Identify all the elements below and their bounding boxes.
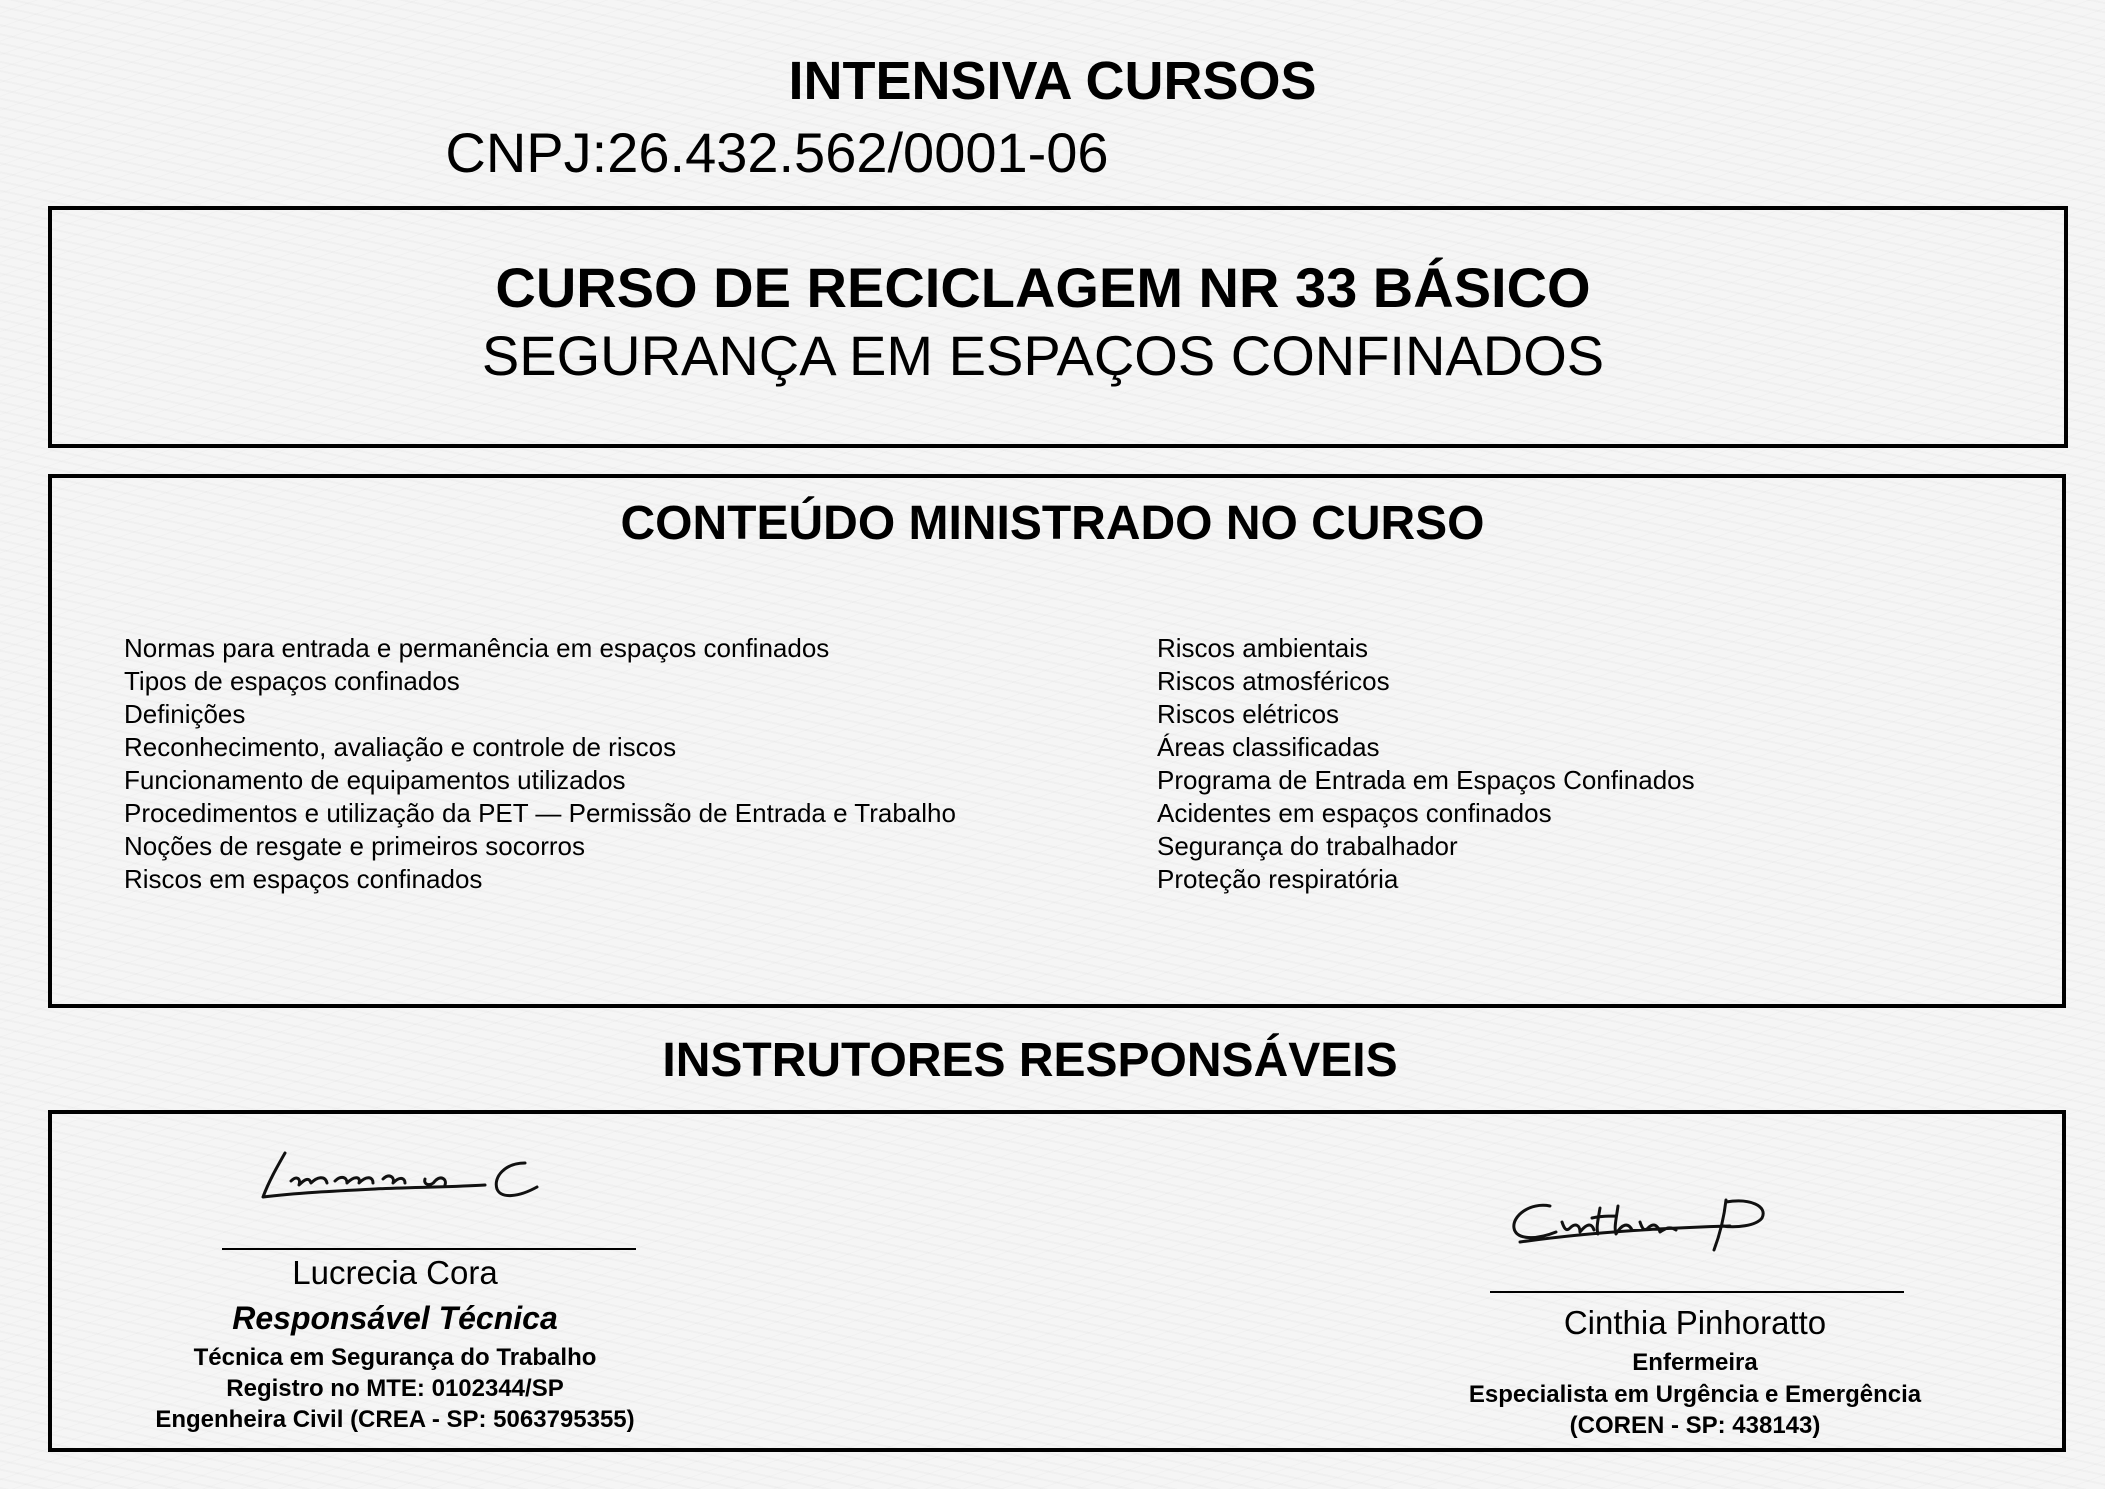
topic-item: Riscos ambientais: [1157, 633, 1368, 663]
company-cnpj: CNPJ:26.432.562/0001-06: [445, 121, 1109, 184]
topic-item: Proteção respiratória: [1157, 864, 1399, 894]
topic-item: Funcionamento de equipamentos utilizados: [124, 765, 626, 795]
topic-item: Noções de resgate e primeiros socorros: [124, 831, 585, 861]
topic-item: Normas para entrada e permanência em espaços confinados: [124, 633, 830, 663]
company-name: INTENSIVA CURSOS: [788, 51, 1317, 111]
instructor-name: Cinthia Pinhoratto: [1563, 1304, 1827, 1341]
topics-right-column: [1157, 632, 2017, 896]
instructor-role: Responsável Técnica: [232, 1300, 558, 1336]
instructor-role: Enfermeira: [1632, 1349, 1758, 1376]
topic-item: Segurança do trabalhador: [1157, 831, 1458, 861]
signature-lucrecia: [255, 1145, 565, 1210]
topic-item: Áreas classificadas: [1157, 732, 1380, 762]
instructor-detail: Registro no MTE: 0102344/SP: [226, 1375, 564, 1402]
signature-cinthia: [1500, 1192, 1800, 1257]
topic-item: Tipos de espaços confinados: [124, 666, 460, 696]
topics-left-column: [124, 632, 1084, 896]
topic-item: Riscos em espaços confinados: [124, 864, 483, 894]
course-subtitle: SEGURANÇA EM ESPAÇOS CONFINADOS: [481, 324, 1605, 387]
topic-item: Acidentes em espaços confinados: [1157, 798, 1552, 828]
instructor-detail: Especialista em Urgência e Emergência: [1468, 1381, 1922, 1408]
instructor-name: Lucrecia Cora: [292, 1254, 498, 1291]
signature-line-left: [222, 1248, 636, 1250]
content-title: CONTEÚDO MINISTRADO NO CURSO: [620, 497, 1485, 550]
topic-item: Definições: [124, 699, 246, 729]
topic-item: Procedimentos e utilização da PET — Permissão de Entrada e Trabalho: [124, 798, 956, 828]
instructor-detail: Engenheira Civil (CREA - SP: 5063795355): [155, 1406, 635, 1433]
instructor-detail: Técnica em Segurança do Trabalho: [193, 1344, 597, 1371]
topic-item: Riscos elétricos: [1157, 699, 1340, 729]
instructors-title: INSTRUTORES RESPONSÁVEIS: [662, 1034, 1398, 1087]
course-title: CURSO DE RECICLAGEM NR 33 BÁSICO: [495, 256, 1591, 319]
signature-line-right: [1490, 1291, 1904, 1293]
topic-item: Riscos atmosféricos: [1157, 666, 1390, 696]
topic-item: Programa de Entrada em Espaços Confinados: [1157, 765, 1695, 795]
instructor-detail: (COREN - SP: 438143): [1569, 1412, 1821, 1439]
topic-item: Reconhecimento, avaliação e controle de riscos: [124, 732, 677, 762]
